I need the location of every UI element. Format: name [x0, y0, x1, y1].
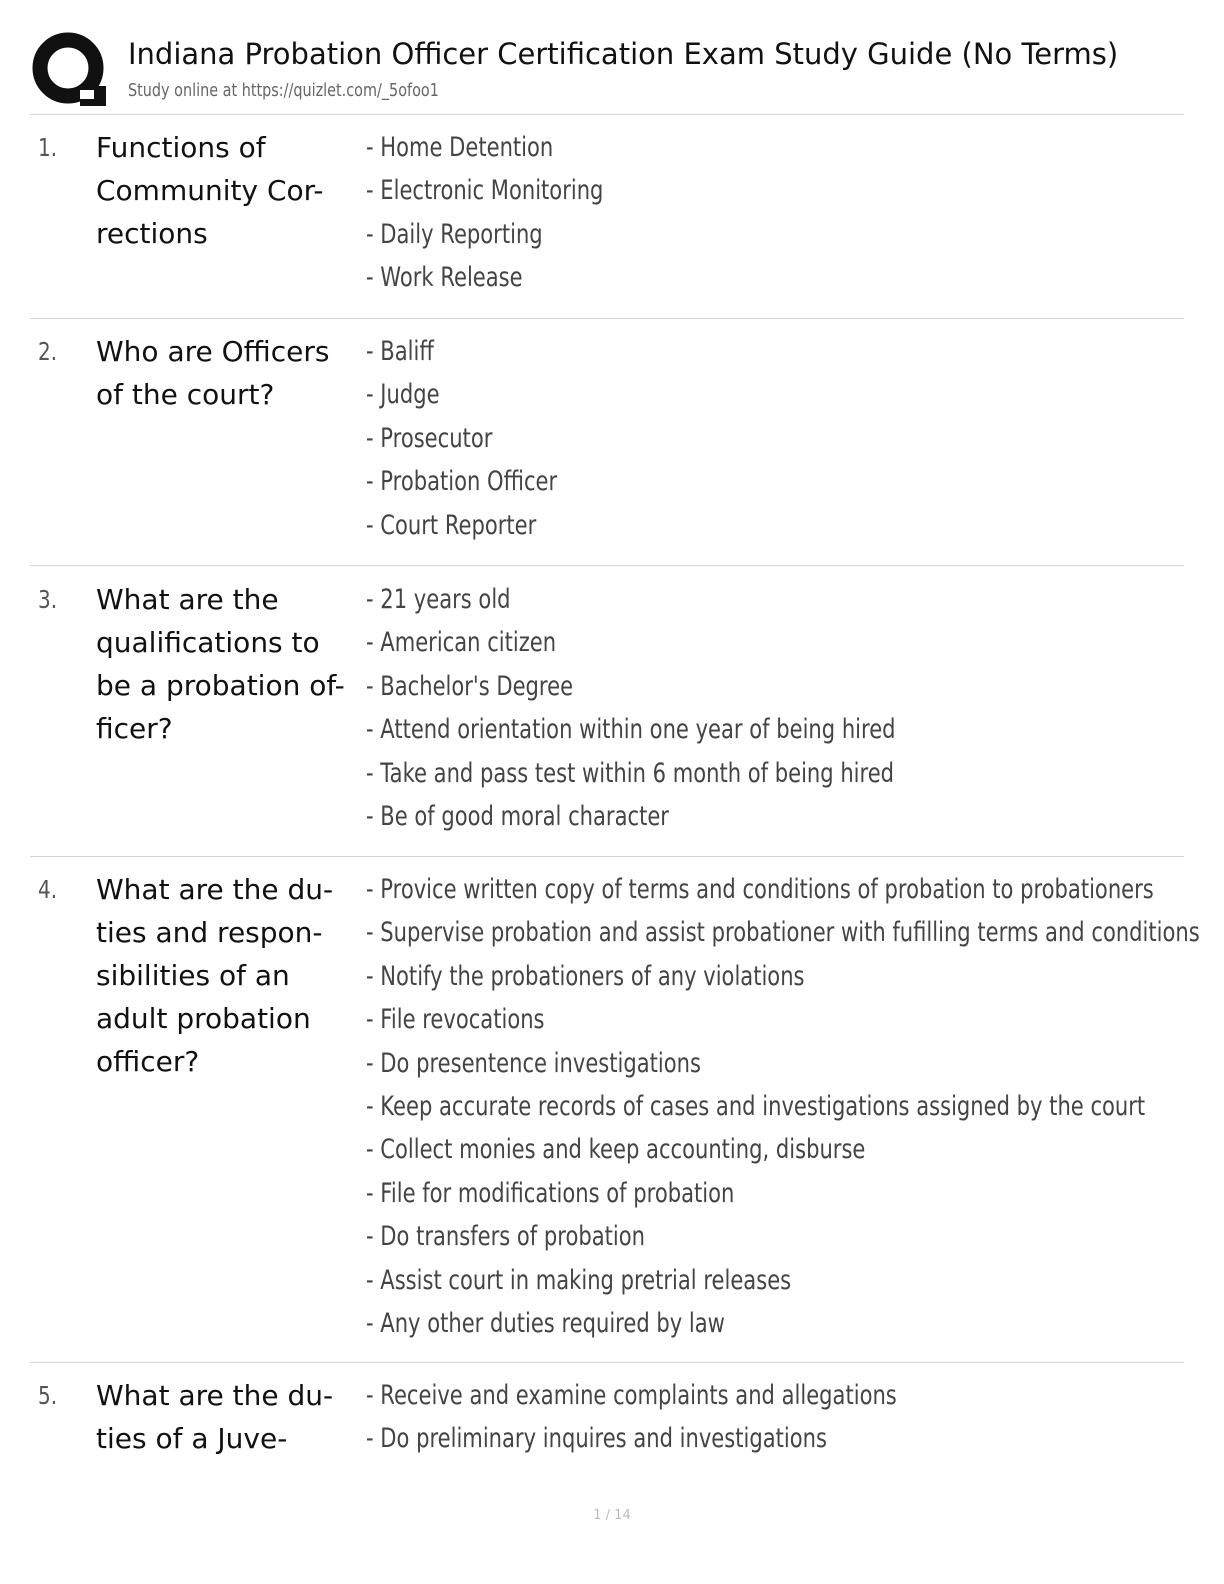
divider — [30, 114, 1184, 115]
study-online-link[interactable]: Study online at https://quizlet.com/_5ofoo1 — [128, 80, 439, 101]
card-number: 5. — [38, 1381, 58, 1410]
definition-line: - Collect monies and keep accounting, disburse — [366, 1134, 866, 1166]
definition-line: - Prosecutor — [366, 422, 493, 454]
card-definitions — [366, 578, 1184, 838]
definition-line: - Assist court in making pretrial releases — [366, 1264, 792, 1296]
definition-line: - Court Reporter — [366, 509, 537, 541]
definition-line: - Notify the probationers of any violations — [366, 960, 805, 992]
definition-line: - Work Release — [366, 262, 523, 294]
card-term: Who are Officers of the court? — [96, 335, 330, 411]
definition-line: - Provice written copy of terms and conditions of probation to probationers — [366, 874, 1154, 905]
definition-line: - Receive and examine complaints and allegations — [366, 1380, 897, 1411]
definition-line: - Attend orientation within one year of being hired — [366, 714, 896, 746]
definition-line: - Probation Officer — [366, 466, 558, 498]
divider — [30, 565, 1184, 566]
definition-line: - Do presentence investigations — [366, 1047, 701, 1079]
definition-line: - File revocations — [366, 1004, 545, 1036]
divider — [30, 318, 1184, 319]
definition-line: - American citizen — [366, 627, 557, 659]
definition-line: - Judge — [366, 379, 440, 411]
divider — [30, 856, 1184, 857]
card-definitions — [366, 1374, 1184, 1461]
document-title: Indiana Probation Officer Certification Exam Study Guide (No Terms) — [128, 37, 1119, 71]
definition-line: - Do preliminary inquires and investigations — [366, 1423, 827, 1455]
divider — [30, 1362, 1184, 1363]
definition-line: - Take and pass test within 6 month of being hired — [366, 757, 895, 789]
card-definitions — [366, 868, 1200, 1345]
definition-line: - Supervise probation and assist probationer with fufilling terms and conditions — [366, 917, 1200, 949]
definition-line: - Any other duties required by law — [366, 1308, 725, 1340]
definition-line: - Daily Reporting — [366, 218, 543, 250]
card-number: 1. — [38, 133, 58, 162]
definition-line: - Baliff — [366, 336, 434, 367]
card-definitions — [366, 126, 1184, 300]
card-number: 4. — [38, 875, 58, 904]
definition-line: - File for modifications of probation — [366, 1177, 735, 1209]
definition-line: - Electronic Monitoring — [366, 175, 604, 207]
document-header — [30, 26, 1190, 114]
card-term: Functions of Community Cor- rections — [96, 131, 324, 250]
definition-line: - Do transfers of probation — [366, 1221, 645, 1253]
definition-line: - Be of good moral character — [366, 801, 669, 833]
definition-line: - 21 years old — [366, 584, 511, 615]
definition-line: - Keep accurate records of cases and investigations assigned by the court — [366, 1091, 1146, 1123]
card-number: 2. — [38, 337, 58, 366]
card-term: What are the qualifications to be a probation of- ficer? — [96, 583, 345, 745]
definition-line: - Bachelor's Degree — [366, 670, 574, 702]
quizlet-logo-icon — [30, 30, 110, 110]
card-term: What are the du- ties of a Juve- — [96, 1379, 334, 1455]
card-number: 3. — [38, 585, 58, 614]
definition-line: - Home Detention — [366, 132, 554, 163]
card-term: What are the du- ties and respon- sibilities of an adult probation officer? — [96, 873, 334, 1078]
card-definitions — [366, 330, 1184, 547]
page-number: 1 / 14 — [593, 1508, 631, 1523]
